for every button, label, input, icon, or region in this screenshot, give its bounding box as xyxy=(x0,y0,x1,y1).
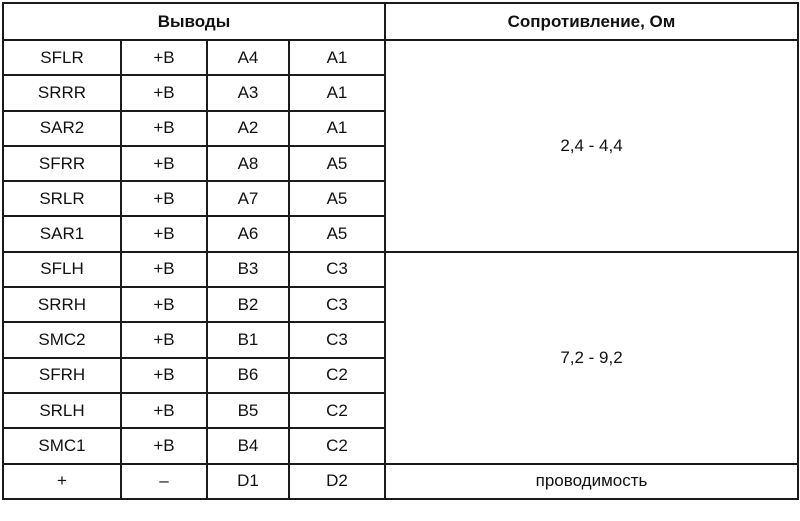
cell: C3 xyxy=(289,322,385,357)
cell: B2 xyxy=(207,287,289,322)
header-pins: Выводы xyxy=(3,3,385,40)
cell: A6 xyxy=(207,216,289,251)
cell: B3 xyxy=(207,252,289,287)
cell: A1 xyxy=(289,111,385,146)
cell: SFRR xyxy=(3,146,121,181)
cell: SFLR xyxy=(3,40,121,75)
cell: A3 xyxy=(207,75,289,110)
cell: + xyxy=(3,464,121,499)
cell: +B xyxy=(121,40,207,75)
cell: B1 xyxy=(207,322,289,357)
cell: +B xyxy=(121,181,207,216)
cell: A4 xyxy=(207,40,289,75)
cell: A5 xyxy=(289,181,385,216)
cell: A5 xyxy=(289,216,385,251)
cell: A1 xyxy=(289,75,385,110)
cell: SAR2 xyxy=(3,111,121,146)
cell: SFRH xyxy=(3,358,121,393)
cell: A2 xyxy=(207,111,289,146)
table-row xyxy=(3,40,798,75)
resistance-value-last: проводимость xyxy=(385,464,798,499)
cell: D1 xyxy=(207,464,289,499)
cell: +B xyxy=(121,358,207,393)
cell: +B xyxy=(121,216,207,251)
cell: +B xyxy=(121,428,207,463)
resistance-value-group2: 7,2 - 9,2 xyxy=(385,252,798,464)
cell: SMC2 xyxy=(3,322,121,357)
cell: D2 xyxy=(289,464,385,499)
cell: SAR1 xyxy=(3,216,121,251)
cell: C2 xyxy=(289,428,385,463)
cell: +B xyxy=(121,75,207,110)
cell: +B xyxy=(121,287,207,322)
header-resistance: Сопротивление, Ом xyxy=(385,3,798,40)
cell: A7 xyxy=(207,181,289,216)
cell: B6 xyxy=(207,358,289,393)
table-row xyxy=(3,252,798,287)
cell: B4 xyxy=(207,428,289,463)
cell: – xyxy=(121,464,207,499)
cell: SFLH xyxy=(3,252,121,287)
cell: +B xyxy=(121,252,207,287)
cell: A5 xyxy=(289,146,385,181)
cell: A8 xyxy=(207,146,289,181)
cell: C2 xyxy=(289,358,385,393)
cell: SMC1 xyxy=(3,428,121,463)
cell: B5 xyxy=(207,393,289,428)
cell: C3 xyxy=(289,287,385,322)
cell: SRLR xyxy=(3,181,121,216)
cell: SRRH xyxy=(3,287,121,322)
cell: SRRR xyxy=(3,75,121,110)
header-row xyxy=(3,3,798,40)
cell: SRLH xyxy=(3,393,121,428)
cell: +B xyxy=(121,322,207,357)
cell: +B xyxy=(121,111,207,146)
resistance-table xyxy=(2,2,799,500)
cell: A1 xyxy=(289,40,385,75)
cell: C3 xyxy=(289,252,385,287)
table-row xyxy=(3,464,798,499)
cell: +B xyxy=(121,393,207,428)
resistance-value-group1: 2,4 - 4,4 xyxy=(385,40,798,252)
cell: C2 xyxy=(289,393,385,428)
cell: +B xyxy=(121,146,207,181)
